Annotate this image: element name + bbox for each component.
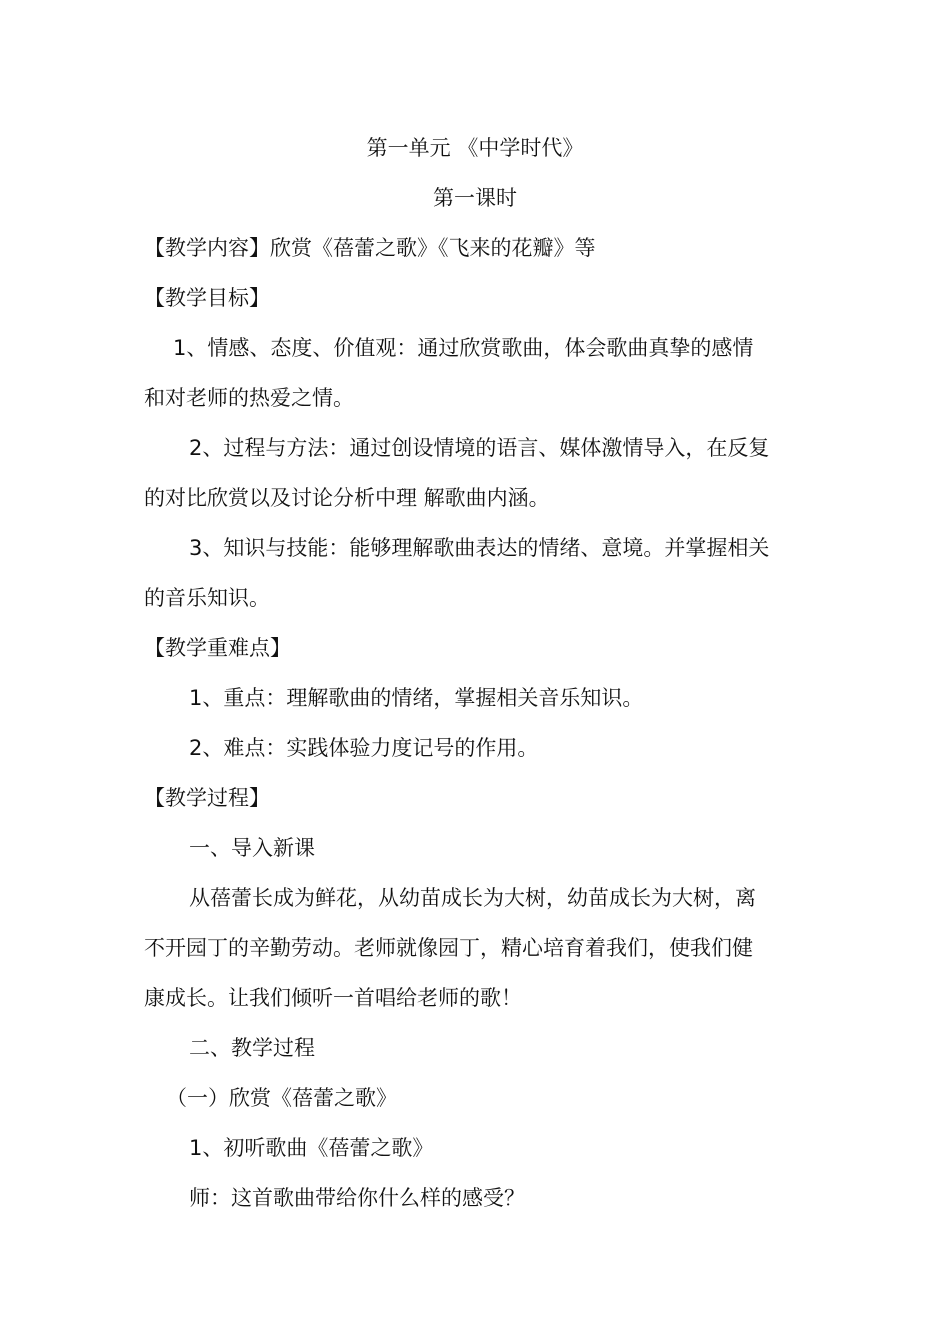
objective-3-line-1: 3、知识与技能：能够理解歌曲表达的情绪、意境。并掌握相关 (189, 536, 770, 560)
section-two-heading: 二、教学过程 (189, 1036, 315, 1060)
teacher-question: 师：这首歌曲带给你什么样的感受？ (189, 1186, 525, 1210)
objective-1-line-1: 1、情感、态度、价值观：通过欣赏歌曲，体会歌曲真挚的感情 (173, 336, 754, 360)
lesson-title: 第一课时 (433, 186, 517, 210)
objective-2-line-1: 2、过程与方法：通过创设情境的语言、媒体激情导入，在反复 (189, 436, 770, 460)
process-heading: 【教学过程】 (144, 786, 270, 810)
objective-2-line-2: 的对比欣赏以及讨论分析中理 解歌曲内涵。 (144, 486, 550, 510)
section-one-heading: 一、导入新课 (189, 836, 315, 860)
objectives-heading: 【教学目标】 (144, 286, 270, 310)
subsection-one-heading: （一）欣赏《蓓蕾之歌》 (166, 1086, 397, 1110)
teaching-content: 【教学内容】欣赏《蓓蕾之歌》《飞来的花瓣》等 (144, 236, 596, 260)
step-one: 1、初听歌曲《蓓蕾之歌》 (189, 1136, 434, 1160)
key-point: 1、重点：理解歌曲的情绪，掌握相关音乐知识。 (189, 686, 644, 710)
intro-line-1: 从蓓蕾长成为鲜花，从幼苗成长为大树，幼苗成长为大树，离 (189, 886, 756, 910)
intro-line-3: 康成长。让我们倾听一首唱给老师的歌！ (144, 986, 522, 1010)
intro-line-2: 不开园丁的辛勤劳动。老师就像园丁，精心培育着我们，使我们健 (144, 936, 753, 960)
objective-1-line-2: 和对老师的热爱之情。 (144, 386, 354, 410)
key-points-heading: 【教学重难点】 (144, 636, 291, 660)
objective-3-line-2: 的音乐知识。 (144, 586, 270, 610)
unit-title: 第一单元 《中学时代》 (366, 136, 584, 160)
difficult-point: 2、难点：实践体验力度记号的作用。 (189, 736, 539, 760)
